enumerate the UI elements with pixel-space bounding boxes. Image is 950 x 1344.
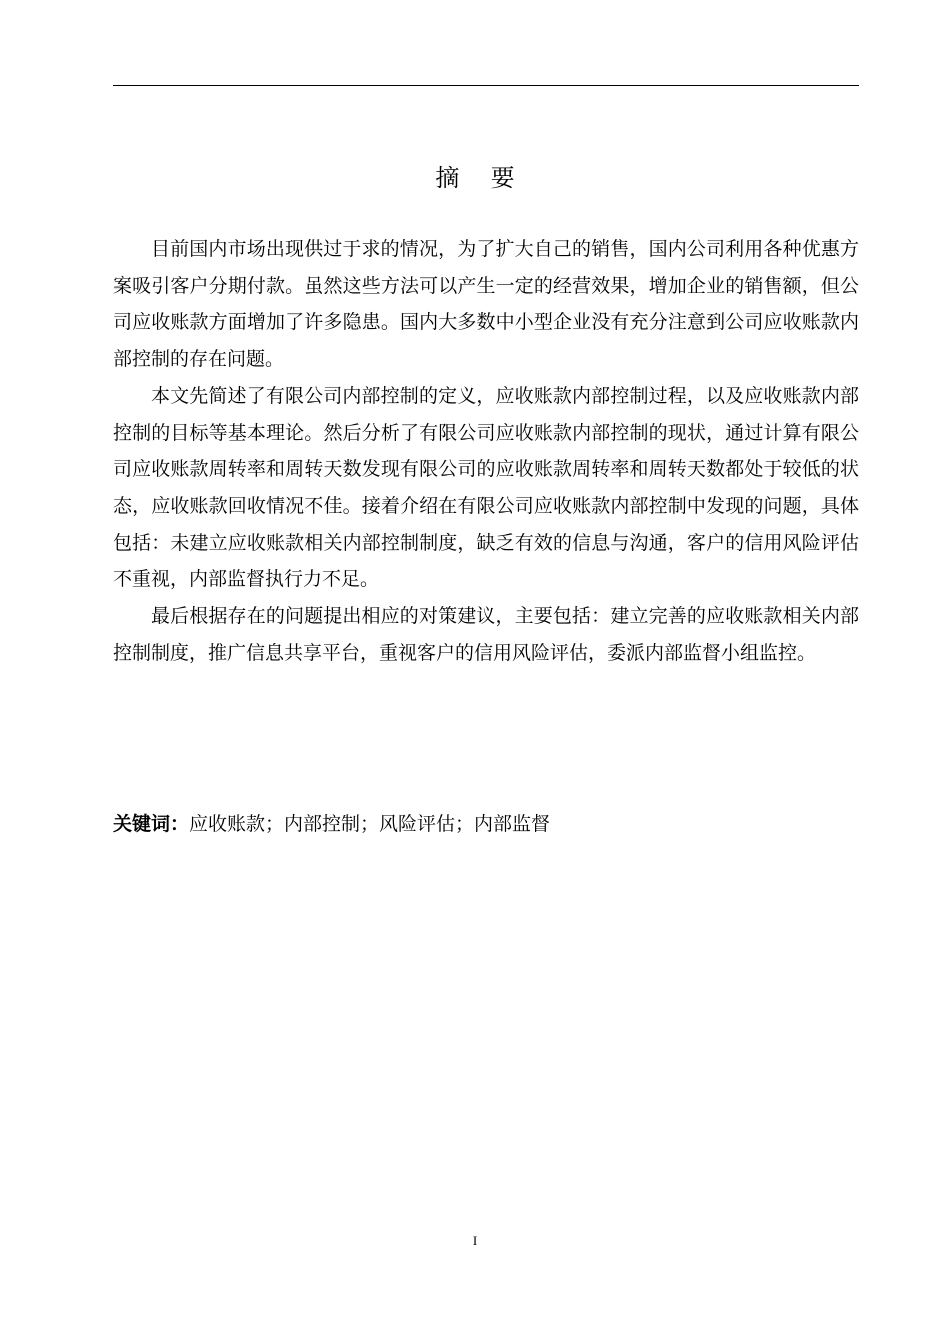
header-rule (113, 85, 859, 86)
abstract-paragraph-1: 目前国内市场出现供过于求的情况，为了扩大自己的销售，国内公司利用各种优惠方案吸引客户分期付款。虽然这些方法可以产生一定的经营效果，增加企业的销售额，但公司应收账款方面增加了许多隐患。国内大多数中小型企业没有充分注意到公司应收账款内部控制的存在问题。 (113, 238, 859, 371)
abstract-paragraph-2: 本文先简述了有限公司内部控制的定义，应收账款内部控制过程，以及应收账款内部控制的目标等基本理论。然后分析了有限公司应收账款内部控制的现状，通过计算有限公司应收账款周转率和周转天数发现有限公司的应收账款周转率和周转天数都处于较低的状态，应收账款回收情况不佳。接着介绍在有限公司应收账款内部控制中发现的问题，具体包括：未建立应收账款相关内部控制制度，缺乏有效的信息与沟通，客户的信用风险评估不重视，内部监督执行力不足。 (113, 384, 859, 591)
keywords-label: 关键词： (113, 813, 190, 835)
keywords-list: 应收账款；内部控制；风险评估；内部监督 (189, 813, 551, 835)
abstract-title: 摘要 (435, 164, 546, 192)
abstract-paragraph-3: 最后根据存在的问题提出相应的对策建议，主要包括：建立完善的应收账款相关内部控制制度，推广信息共享平台，重视客户的信用风险评估，委派内部监督小组监控。 (113, 605, 859, 664)
page-number: I (472, 1233, 478, 1248)
keywords-line (113, 806, 859, 842)
abstract-body (113, 231, 859, 671)
